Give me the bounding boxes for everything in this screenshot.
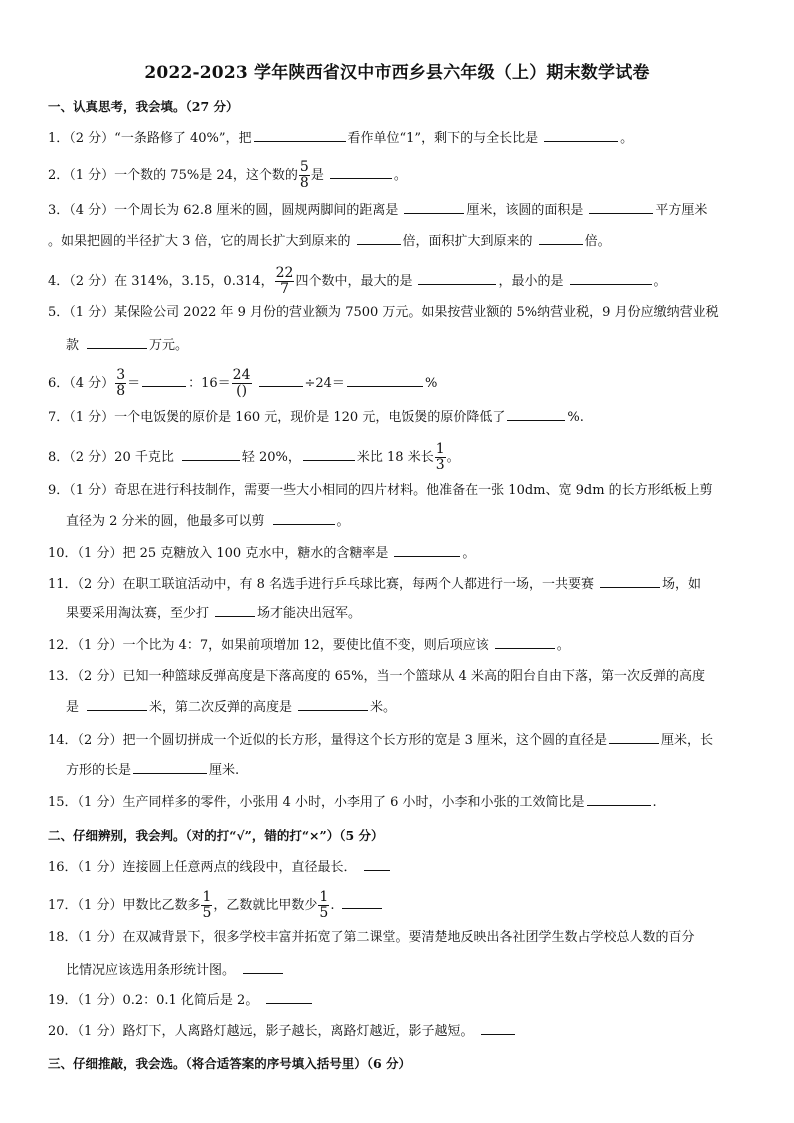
question-text: 16．（1 分）连接圆上任意两点的线段中，直径最长． bbox=[48, 860, 357, 875]
section-1-heading: 一、认真思考，我会填。（27 分） bbox=[48, 99, 239, 114]
denominator: 5 bbox=[319, 905, 329, 921]
answer-blank[interactable] bbox=[600, 574, 660, 588]
question-text: 看作单位“1”，剩下的与全长比是 bbox=[347, 131, 539, 146]
answer-blank[interactable] bbox=[495, 635, 555, 649]
question-9 bbox=[48, 481, 713, 501]
fraction bbox=[435, 442, 446, 473]
question-text: 米比 18 米长 bbox=[356, 450, 434, 465]
question-text: %. bbox=[567, 410, 584, 425]
question-4 bbox=[48, 266, 667, 297]
question-text: ＝ bbox=[127, 376, 141, 391]
question-text: 14．（2 分）把一个圆切拼成一个近似的长方形，量得这个长方形的宽是 3 厘米，这个圆的直径是 bbox=[48, 733, 607, 748]
question-18 bbox=[48, 928, 694, 948]
numerator: 1 bbox=[202, 889, 212, 905]
question-15 bbox=[48, 792, 657, 813]
question-3 bbox=[48, 200, 707, 221]
question-6 bbox=[48, 368, 437, 399]
question-text: 4．（2 分）在 314%，3.15，0.314， bbox=[48, 274, 274, 289]
question-13 bbox=[48, 667, 705, 687]
question-text: 3．（4 分）一个周长为 62.8 厘米的圆，圆规两脚间的距离是 bbox=[48, 203, 399, 218]
question-text: 场，如 bbox=[661, 577, 701, 592]
answer-blank[interactable] bbox=[215, 603, 255, 617]
answer-blank[interactable] bbox=[298, 697, 368, 711]
answer-blank[interactable] bbox=[609, 730, 659, 744]
denominator: 7 bbox=[280, 281, 290, 297]
fraction bbox=[275, 266, 295, 297]
question-11-continued bbox=[66, 603, 361, 624]
question-text: 比情况应该选用条形统计图。 bbox=[66, 963, 236, 978]
answer-blank[interactable] bbox=[273, 511, 335, 525]
fraction bbox=[299, 160, 310, 191]
answer-blank[interactable] bbox=[357, 231, 401, 245]
question-16 bbox=[48, 857, 392, 878]
question-14-continued bbox=[66, 760, 239, 781]
question-text: 。 bbox=[393, 168, 407, 183]
question-text: 9．（1 分）奇思在进行科技制作，需要一些大小相同的四片材料。他准备在一张 10dm、宽 9dm 的长方形纸板上剪 bbox=[48, 483, 713, 498]
question-text: 19．（1 分）0.2：0.1 化简后是 2。 bbox=[48, 993, 259, 1008]
answer-blank[interactable] bbox=[254, 128, 346, 142]
question-text: 。如果把圆的半径扩大 3 倍，它的周长扩大到原来的 bbox=[48, 234, 351, 249]
fraction bbox=[201, 890, 212, 921]
question-text: 厘米，该圆的面积是 bbox=[466, 203, 584, 218]
question-19 bbox=[48, 990, 314, 1011]
question-2 bbox=[48, 160, 407, 191]
question-text: 11．（2 分）在职工联谊活动中，有 8 名选手进行乒乓球比赛，每两个人都进行一场，一共要赛 bbox=[48, 577, 594, 592]
answer-blank[interactable] bbox=[394, 543, 460, 557]
answer-blank[interactable] bbox=[347, 373, 423, 387]
question-text: 四个数中，最大的是 bbox=[295, 274, 413, 289]
question-text: 厘米，长 bbox=[660, 733, 713, 748]
answer-blank[interactable] bbox=[481, 1021, 515, 1035]
question-text: 8．（2 分）20 千克比 bbox=[48, 450, 174, 465]
question-text: ÷24＝ bbox=[304, 376, 345, 391]
answer-blank[interactable] bbox=[259, 373, 303, 387]
question-text: 。 bbox=[653, 274, 667, 289]
question-text: 1．（2 分）“一条路修了 40%”，把 bbox=[48, 131, 252, 146]
question-text: 5．（1 分）某保险公司 2022 年 9 月份的营业额为 7500 万元。如果按营业额的 5%纳营业税，9 月份应缴纳营业税 bbox=[48, 305, 719, 320]
answer-blank[interactable] bbox=[243, 960, 283, 974]
answer-blank[interactable] bbox=[570, 271, 652, 285]
question-1 bbox=[48, 128, 633, 149]
answer-blank[interactable] bbox=[142, 373, 186, 387]
question-text: 15．（1 分）生产同样多的零件，小张用 4 小时，小李用了 6 小时，小李和小张的工效简比是 bbox=[48, 795, 585, 810]
question-text: 是 bbox=[310, 168, 324, 183]
answer-blank[interactable] bbox=[418, 271, 496, 285]
answer-blank[interactable] bbox=[342, 895, 382, 909]
question-text: 果要采用淘汰赛，至少打 bbox=[66, 606, 210, 621]
answer-blank[interactable] bbox=[87, 335, 147, 349]
answer-blank[interactable] bbox=[330, 165, 392, 179]
question-text: 方形的长是 bbox=[66, 763, 132, 778]
question-text: 。 bbox=[446, 450, 460, 465]
denominator: 8 bbox=[116, 383, 126, 399]
question-18-continued bbox=[66, 960, 285, 981]
question-text: 直径为 2 分米的圆，他最多可以剪 bbox=[66, 514, 265, 529]
answer-blank[interactable] bbox=[364, 857, 390, 871]
question-text: 米，第二次反弹的高度是 bbox=[149, 700, 293, 715]
question-7 bbox=[48, 407, 584, 428]
numerator: 3 bbox=[116, 367, 126, 383]
denominator: 3 bbox=[435, 457, 445, 473]
fraction bbox=[115, 368, 126, 399]
question-text: 6．（4 分） bbox=[48, 376, 115, 391]
question-text: 场才能决出冠军。 bbox=[257, 606, 362, 621]
answer-blank[interactable] bbox=[587, 792, 651, 806]
question-text: 。 bbox=[556, 638, 570, 653]
question-text: 是 bbox=[66, 700, 80, 715]
numerator: 1 bbox=[319, 889, 329, 905]
question-8 bbox=[48, 442, 460, 473]
question-text: 18．（1 分）在双减背景下，很多学校丰富并拓宽了第二课堂。要清楚地反映出各社团学生数占学校总人数的百分 bbox=[48, 930, 695, 945]
question-17 bbox=[48, 890, 384, 921]
numerator: 1 bbox=[435, 441, 445, 457]
question-5 bbox=[48, 303, 719, 323]
question-13-continued bbox=[66, 697, 396, 718]
question-12 bbox=[48, 635, 570, 656]
question-text: 。 bbox=[336, 514, 350, 529]
question-text: 。 bbox=[620, 131, 634, 146]
question-text: . bbox=[652, 795, 657, 810]
answer-blank[interactable] bbox=[539, 231, 583, 245]
denominator[interactable]: () bbox=[236, 383, 248, 399]
numerator: 5 bbox=[299, 159, 309, 175]
question-text: 厘米. bbox=[209, 763, 240, 778]
question-text: ，最小的是 bbox=[498, 274, 564, 289]
question-text: 平方厘米 bbox=[655, 203, 708, 218]
answer-blank[interactable] bbox=[507, 407, 565, 421]
question-text: 万元。 bbox=[149, 338, 189, 353]
question-text: ：16＝ bbox=[188, 376, 231, 391]
question-text: 倍，面积扩大到原来的 bbox=[402, 234, 533, 249]
answer-blank[interactable] bbox=[182, 447, 240, 461]
denominator: 5 bbox=[202, 905, 212, 921]
answer-blank[interactable] bbox=[589, 200, 653, 214]
question-11 bbox=[48, 574, 701, 595]
question-5-continued bbox=[66, 335, 188, 356]
page-title: 2022-2023 学年陕西省汉中市西乡县六年级（上）期末数学试卷 bbox=[144, 63, 650, 83]
fraction bbox=[232, 368, 252, 399]
question-text: 12．（1 分）一个比为 4：7，如果前项增加 12，要使比值不变，则后项应该 bbox=[48, 638, 489, 653]
answer-blank[interactable] bbox=[87, 697, 147, 711]
question-text: 倍。 bbox=[584, 234, 611, 249]
question-text: % bbox=[424, 376, 438, 391]
question-text: ，乙数就比甲数少 bbox=[213, 898, 318, 913]
question-20 bbox=[48, 1021, 517, 1042]
question-text: 10．（1 分）把 25 克糖放入 100 克水中，糖水的含糖率是 bbox=[48, 546, 389, 561]
answer-blank[interactable] bbox=[404, 200, 464, 214]
section-3-heading: 三、仔细推敲，我会选。（将合适答案的序号填入括号里）（6 分） bbox=[48, 1056, 412, 1071]
answer-blank[interactable] bbox=[133, 760, 207, 774]
question-text: 米。 bbox=[370, 700, 397, 715]
question-text: 。 bbox=[462, 546, 476, 561]
fraction bbox=[318, 890, 329, 921]
question-text: 轻 20%， bbox=[241, 450, 301, 465]
answer-blank[interactable] bbox=[303, 447, 355, 461]
section-2-heading: 二、仔细辨别，我会判。（对的打“√”，错的打“×”）（5 分） bbox=[48, 828, 384, 843]
question-text: 款 bbox=[66, 338, 80, 353]
question-9-continued bbox=[66, 511, 350, 532]
question-text: 13．（2 分）已知一种篮球反弹高度是下落高度的 65%，当一个篮球从 4 米高的阳台自由下落，第一次反弹的高度 bbox=[48, 669, 706, 684]
question-3-continued bbox=[48, 231, 611, 252]
question-text: 17．（1 分）甲数比乙数多 bbox=[48, 898, 201, 913]
question-14 bbox=[48, 730, 713, 751]
denominator: 8 bbox=[299, 175, 309, 191]
answer-blank[interactable] bbox=[266, 990, 312, 1004]
question-text: . bbox=[330, 898, 335, 913]
numerator: 22 bbox=[275, 265, 294, 281]
question-text: 2．（1 分）一个数的 75%是 24，这个数的 bbox=[48, 168, 298, 183]
numerator: 24 bbox=[232, 367, 251, 383]
answer-blank[interactable] bbox=[544, 128, 618, 142]
question-text: 7．（1 分）一个电饭煲的原价是 160 元，现价是 120 元，电饭煲的原价降低了 bbox=[48, 410, 506, 425]
question-10 bbox=[48, 543, 475, 564]
question-text: 20．（1 分）路灯下，人离路灯越远，影子越长，离路灯越近，影子越短。 bbox=[48, 1024, 474, 1039]
